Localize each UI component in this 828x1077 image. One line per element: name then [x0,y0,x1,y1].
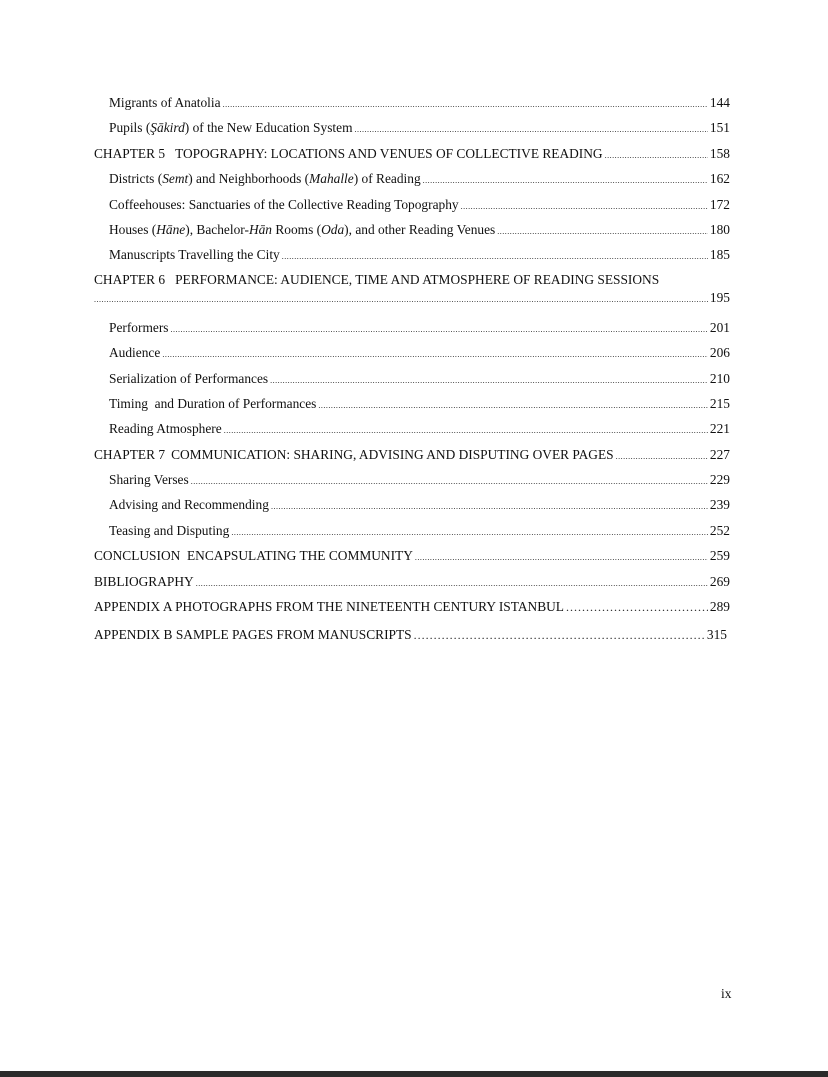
toc-entry-bibliography[interactable] [94,569,730,594]
toc-entry-page: 172 [709,196,730,212]
toc-entry-appendix-b[interactable] [94,620,727,650]
dot-leader [497,219,708,244]
toc-entry-performers[interactable] [94,315,730,340]
dot-leader [171,317,708,342]
toc-entry-page: 210 [709,370,730,386]
toc-entry-title: CHAPTER 5 TOPOGRAPHY: LOCATIONS AND VENUES OF COLLECTIVE READING [94,145,603,161]
dot-leader [415,545,708,570]
toc-entry-audience[interactable] [94,340,730,365]
toc-entry-title: Audience [109,345,161,361]
toc-entry-chapter-6[interactable] [94,270,730,290]
viewer-bottom-bar [0,1071,828,1077]
toc-entry-title: Advising and Recommending [109,497,269,513]
toc-entry-title: Teasing and Disputing [109,522,230,538]
dot-leader [94,292,708,308]
dot-leader [605,143,708,168]
dot-leader [196,571,708,596]
dot-leader [162,342,708,367]
dot-leader [423,168,708,193]
dot-leader [461,194,708,219]
chapter-label: CHAPTER 5 [94,145,166,161]
toc-entry-page: 229 [709,472,730,488]
toc-entry-page: 289 [709,599,730,615]
toc-entry-title: Timing and Duration of Performances [109,395,317,411]
toc-entry-chapter-5[interactable] [94,141,730,166]
toc-entry-page: 315 [706,627,727,643]
toc-entry-page: 180 [709,221,730,237]
toc-entry-advising[interactable] [94,492,730,517]
toc-entry-title: CHAPTER 6 PERFORMANCE: AUDIENCE, TIME AND ATMOSPHERE OF READING SESSIONS [94,271,660,287]
dot-leader [354,117,707,142]
page-number: ix [721,986,732,1001]
dot-leader [271,494,708,519]
dot-leader [414,620,705,650]
toc-entry-sharing[interactable] [94,467,730,492]
toc-entry-page: 185 [709,247,730,263]
toc-entry-page: 252 [709,522,730,538]
toc-entry-page: 144 [709,95,730,110]
dot-leader [191,469,708,494]
toc-entry-page: 269 [709,573,730,589]
toc-entry-title: APPENDIX A PHOTOGRAPHS FROM THE NINETEENTH CENTURY ISTANBUL [94,599,564,615]
toc-entry-page: 195 [709,289,730,305]
toc-entry-title: Serialization of Performances [109,370,269,386]
toc-entry-title: CHAPTER 7 COMMUNICATION: SHARING, ADVISING AND DISPUTING OVER PAGES [94,446,614,462]
toc-entry-page: 221 [709,421,730,437]
toc-entry-title: Migrants of Anatolia [109,95,221,110]
table-of-contents [94,90,730,650]
toc-entry-page: 227 [709,446,730,462]
toc-entry-timing[interactable] [94,391,730,416]
toc-entry-title: Manuscripts Travelling the City [109,247,280,263]
toc-entry-chapter-6-leader[interactable] [94,290,730,310]
toc-entry-title: Sharing Verses [109,472,189,488]
toc-entry-page: 259 [709,548,730,564]
toc-entry-houses[interactable] [94,217,730,242]
dot-leader [616,444,708,469]
toc-entry-page: 162 [709,171,730,187]
chapter-label: CHAPTER 7 [94,446,166,462]
dot-leader [231,520,708,545]
toc-entry-migrants[interactable] [94,90,730,115]
toc-entry-appendix-a[interactable] [94,594,730,620]
toc-entry-page: 158 [709,145,730,161]
toc-entry-title: Reading Atmosphere [109,421,222,437]
toc-entry-pupils[interactable] [94,115,730,140]
toc-entry-manuscripts[interactable] [94,242,730,267]
toc-entry-page: 201 [709,319,730,335]
toc-entry-title: BIBLIOGRAPHY [94,573,194,589]
toc-entry-title: Districts (Semt) and Neighborhoods (Mahalle) of Reading [109,171,421,187]
toc-entry-page: 151 [709,120,730,136]
toc-entry-title: Houses (Hāne), Bachelor-Hān Rooms (Oda), and other Reading Venues [109,221,496,237]
dot-leader [224,418,708,443]
toc-entry-title: Performers [109,319,169,335]
toc-entry-chapter-7[interactable] [94,442,730,467]
toc-entry-coffeehouses[interactable] [94,192,730,217]
toc-entry-title: CONCLUSION ENCAPSULATING THE COMMUNITY [94,548,413,564]
toc-entry-conclusion[interactable] [94,543,730,568]
chapter-label: CHAPTER 6 [94,271,166,287]
toc-entry-page: 239 [709,497,730,513]
toc-entry-title: Pupils (Şākird) of the New Education System [109,120,353,136]
toc-entry-title: Coffeehouses: Sanctuaries of the Collective Reading Topography [109,196,459,212]
toc-entry-districts[interactable] [94,166,730,191]
toc-entry-page: 215 [709,395,730,411]
toc-entry-atmosphere[interactable] [94,416,730,441]
toc-entry-serialization[interactable] [94,366,730,391]
toc-entry-title: APPENDIX B SAMPLE PAGES FROM MANUSCRIPTS [94,627,412,643]
toc-entry-page: 206 [709,345,730,361]
dot-leader [566,594,708,620]
dot-leader [318,393,708,418]
dot-leader [282,244,708,269]
toc-entry-teasing[interactable] [94,518,730,543]
dot-leader [270,368,708,393]
dot-leader [223,92,708,117]
